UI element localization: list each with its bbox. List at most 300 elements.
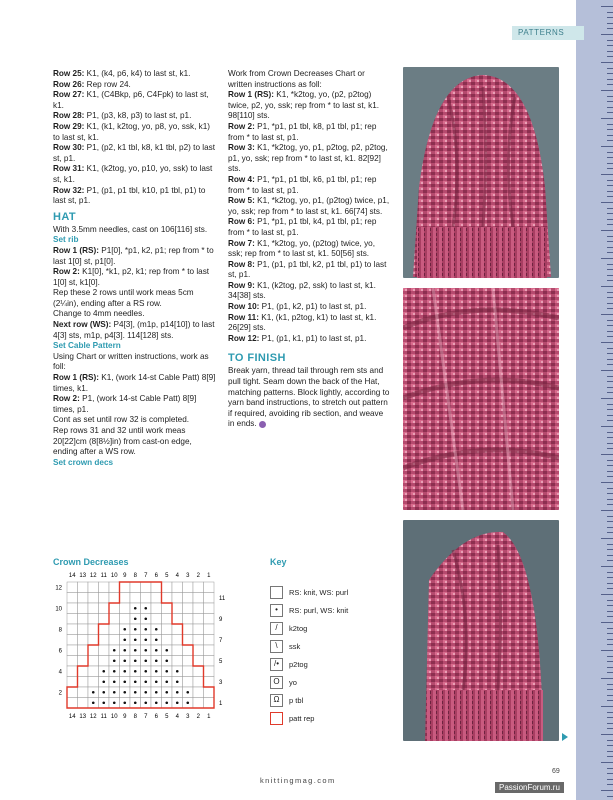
chart-col-number-top: 12 (89, 573, 97, 579)
ruler-tick (601, 734, 613, 735)
pattern-row (228, 217, 390, 238)
chart-col-number-top: 11 (100, 573, 107, 579)
chart-purl-dot (144, 659, 147, 662)
chart-cell (88, 582, 99, 593)
ruler-tick (601, 286, 613, 287)
chart-cell (99, 603, 110, 614)
row-label: Row 7: (228, 238, 255, 248)
chart-purl-dot (134, 670, 137, 673)
rep-text: Rep rows 31 and 32 until work meas 20[22]cm (8[8½]in) from cast-on edge, ending after a WS row. (53, 426, 192, 457)
chart-cell (204, 687, 215, 698)
ruler-tick (607, 493, 613, 494)
section-tab: PATTERNS (512, 26, 584, 40)
chart-purl-dot (134, 638, 137, 641)
pattern-row (53, 90, 218, 111)
chart-cell (78, 677, 89, 688)
ruler-tick (607, 247, 613, 248)
ruler-tick (607, 437, 613, 438)
chart-purl-dot (92, 691, 95, 694)
key-item (270, 601, 348, 619)
chart-cell (193, 614, 204, 625)
chart-col-number-top: 2 (196, 573, 200, 579)
chart-col-number-bottom: 10 (110, 714, 118, 720)
ruler-tick (607, 264, 613, 265)
ruler-tick (607, 252, 613, 253)
pattern-row (53, 122, 218, 143)
chart-cell (67, 635, 78, 646)
key-label: RS: knit, WS: purl (289, 587, 349, 597)
chart-cell (78, 666, 89, 677)
chart-purl-dot (102, 701, 105, 704)
ruler-tick (607, 628, 613, 629)
chart-cell (172, 603, 183, 614)
chart-cell (78, 635, 89, 646)
ruler-tick (607, 269, 613, 270)
ruler-tick (607, 639, 613, 640)
ruler-tick (607, 112, 613, 113)
ruler-tick (607, 168, 613, 169)
chart-purl-dot (134, 701, 137, 704)
row-label: Row 25: (53, 69, 85, 78)
chart-purl-dot (134, 649, 137, 652)
chart-purl-dot (165, 701, 168, 704)
chart-col-number-bottom: 12 (89, 714, 97, 720)
chart-col-number-bottom: 1 (207, 714, 211, 720)
finish-text-body: Break yarn, thread tail through rem sts and pull tight. Seam down the back of the Hat, matching patterns. Block lightly, according to yarn band instructions, to stretch out pattern if required, avoiding rib section, and weave in ends. (228, 366, 390, 429)
chart-purl-dot (144, 670, 147, 673)
key-title: Key (270, 557, 287, 567)
row-text: P1, (p1, k2, p1) to last st, p1. (259, 302, 367, 312)
chart-cell (109, 624, 120, 635)
finish-heading: TO FINISH (228, 352, 286, 365)
chart-purl-dot (134, 617, 137, 620)
ruler-tick (607, 51, 613, 52)
ruler-tick (607, 364, 613, 365)
key-symbol-icon: \ (270, 640, 283, 653)
ruler-tick (601, 454, 613, 455)
chart-purl-dot (155, 659, 158, 662)
chart-purl-dot (113, 659, 116, 662)
pattern-row (228, 122, 390, 143)
ruler-tick (601, 594, 613, 595)
key-symbol-icon (270, 712, 283, 725)
row-text: P1, *p1, p1 tbl, k8, p1 tbl, p1; rep from * to last st, p1. (228, 121, 377, 142)
ruler-tick (607, 208, 613, 209)
chart-cell (183, 645, 194, 656)
next-row-text: P4[3], (m1p, p14[10]) to last 4[3] sts, m1p, p4[3]. 114[128] sts. (53, 320, 215, 340)
chart-purl-dot (123, 680, 126, 683)
chart-row-number-left: 2 (58, 690, 62, 697)
chart-row-number-left: 4 (58, 669, 62, 676)
chart-cell (183, 614, 194, 625)
chart-col-number-top: 1 (207, 573, 211, 579)
pattern-row (228, 143, 390, 175)
chart-purl-dot (165, 649, 168, 652)
ruler-tick (607, 756, 613, 757)
chart-row-number-right: 11 (219, 595, 226, 602)
cont-text: Cont as set until row 32 is completed. (53, 415, 190, 425)
ruler-tick (607, 661, 613, 662)
chart-cell (67, 656, 78, 667)
pattern-row (53, 69, 218, 80)
chart-cell (141, 593, 152, 604)
ruler-tick (607, 163, 613, 164)
pattern-row (228, 239, 390, 260)
ruler-tick (607, 157, 613, 158)
ruler-tick (607, 135, 613, 136)
ruler-tick (607, 549, 613, 550)
chart-col-number-top: 7 (144, 573, 148, 579)
ruler-tick (607, 297, 613, 298)
chart-purl-dot (155, 680, 158, 683)
chart-cell (193, 687, 204, 698)
row-text: P1, (work 14-st Cable Patt) 8[9] times, p1. (53, 394, 197, 414)
chart-cell (67, 687, 78, 698)
chart-row-number-right: 1 (219, 700, 223, 707)
row-label: Row 12: (228, 333, 260, 343)
ruler-tick (607, 465, 613, 466)
chart-cell (204, 635, 215, 646)
key-item (270, 583, 348, 601)
key-item (270, 619, 348, 637)
chart-cell (67, 614, 78, 625)
chart-cell (151, 593, 162, 604)
chart-col-number-bottom: 3 (186, 714, 190, 720)
ruler-tick (607, 348, 613, 349)
chart-cell (172, 593, 183, 604)
row-label: Row 8: (228, 259, 255, 269)
chart-purl-dot (176, 691, 179, 694)
ruler-tick (607, 728, 613, 729)
row-label: Row 28: (53, 111, 85, 121)
chart-cell (109, 582, 120, 593)
hat-photo-top (403, 67, 559, 278)
key-symbol-icon: Ω (270, 694, 283, 707)
row-text: K1, (k1, k2tog, yo, p8, yo, ssk, k1) to last st, k1. (53, 121, 211, 142)
ruler-tick (607, 616, 613, 617)
row-label: Row 11: (228, 312, 259, 322)
chart-cell (204, 656, 215, 667)
row-text: P1[0], *p1, k2, p1; rep from * to last 1[0] st, p1[0]. (53, 245, 214, 266)
row-text: K1, *k2tog, yo, (p2tog) twice, yo, ssk; rep from * to last st, k1. 50[56] sts. (228, 238, 375, 259)
ruler-tick (607, 745, 613, 746)
ruler-tick (607, 376, 613, 377)
ruler-tick (607, 224, 613, 225)
chart-cell (151, 603, 162, 614)
pattern-row (53, 394, 218, 415)
ruler-tick (601, 174, 613, 175)
row-text: P1, (p1, p1 tbl, k10, p1 tbl, p1) to last st, p1. (53, 185, 206, 206)
ruler-tick (607, 180, 613, 181)
chart-col-number-bottom: 14 (68, 714, 76, 720)
chart-cell (88, 677, 99, 688)
ruler-tick (607, 572, 613, 573)
ruler-tick (601, 510, 613, 511)
chart-cell (88, 593, 99, 604)
chart-cell (78, 614, 89, 625)
chart-cell (204, 698, 215, 709)
crown-decreases-chart (50, 568, 255, 748)
ruler-tick (607, 516, 613, 517)
ruler-tick (607, 443, 613, 444)
chart-cell (183, 666, 194, 677)
row-label: Row 1 (RS): (53, 245, 99, 255)
key-symbol-icon (270, 586, 283, 599)
chart-purl-dot (155, 649, 158, 652)
ruler-tick (607, 107, 613, 108)
ruler-tick (607, 751, 613, 752)
chart-col-number-top: 8 (133, 573, 137, 579)
ruler-tick (607, 712, 613, 713)
chart-title: Crown Decreases (53, 557, 129, 567)
ruler-tick (607, 700, 613, 701)
chart-purl-dot (144, 680, 147, 683)
ruler-tick (607, 689, 613, 690)
row-text: K1, (work 14-st Cable Patt) 8[9] times, k1. (53, 373, 216, 393)
row-text: P1, (p1, k1, p1) to last st, p1. (259, 333, 367, 343)
chart-cell (193, 677, 204, 688)
chart-purl-dot (186, 701, 189, 704)
chart-cell (151, 614, 162, 625)
ruler-tick (601, 370, 613, 371)
ruler-tick (607, 68, 613, 69)
key-item (270, 709, 348, 727)
pattern-row (228, 260, 390, 281)
ruler-tick (607, 583, 613, 584)
row-text: K1[0], *k1, p2, k1; rep from * to last 1[0] st, k1[0]. (53, 267, 210, 287)
chart-purl-dot (155, 701, 158, 704)
ruler-tick (607, 292, 613, 293)
chart-cell (99, 614, 110, 625)
chart-purl-dot (144, 607, 147, 610)
chart-cell (193, 645, 204, 656)
ruler-tick (601, 482, 613, 483)
chart-cell (193, 624, 204, 635)
chart-purl-dot (92, 701, 95, 704)
chart-col-number-bottom: 9 (123, 714, 127, 720)
chart-col-number-bottom: 4 (175, 714, 179, 720)
chart-purl-dot (134, 691, 137, 694)
chart-purl-dot (113, 670, 116, 673)
chart-cell (204, 677, 215, 688)
chart-cell (183, 593, 194, 604)
chart-purl-dot (102, 680, 105, 683)
chart-cell (67, 698, 78, 709)
ruler-tick (601, 426, 613, 427)
ruler-tick (607, 359, 613, 360)
chart-cell (141, 582, 152, 593)
chart-cell (172, 624, 183, 635)
chart-cell (193, 666, 204, 677)
chart-cell (162, 624, 173, 635)
chart-purl-dot (176, 680, 179, 683)
row-label: Row 2: (53, 267, 80, 277)
ruler-tick (601, 314, 613, 315)
row-text: K1, (k4, p6, k4) to last st, k1. (84, 69, 191, 78)
chart-row-number-left: 6 (58, 648, 62, 655)
chart-col-number-bottom: 11 (100, 714, 107, 720)
page-number: 69 (552, 768, 560, 775)
ruler-tick (607, 656, 613, 657)
chart-cell (109, 614, 120, 625)
ruler-tick (607, 280, 613, 281)
chart-cell (193, 603, 204, 614)
ruler-tick (607, 779, 613, 780)
set-rib-subheading: Set rib (53, 235, 79, 245)
chart-cell (130, 593, 141, 604)
row-label: Row 32: (53, 185, 85, 195)
chart-col-number-top: 6 (154, 573, 158, 579)
chart-cell (193, 698, 204, 709)
row-label: Row 1 (RS): (53, 373, 99, 383)
footer-url: knittingmag.com (260, 776, 336, 785)
ruler-tick (607, 605, 613, 606)
ruler-tick (601, 706, 613, 707)
hat-heading: HAT (53, 210, 76, 223)
chart-col-number-top: 3 (186, 573, 190, 579)
key-label: p2tog (289, 659, 308, 669)
chart-purl-dot (102, 691, 105, 694)
chart-row-number-right: 7 (219, 637, 223, 644)
chart-cell (88, 645, 99, 656)
chart-cell (99, 582, 110, 593)
chart-cell (204, 593, 215, 604)
pattern-row (53, 111, 218, 122)
row-text: P1, (p2, k1 tbl, k8, k1 tbl, p2) to last st, p1. (53, 143, 216, 163)
ruler-tick (607, 432, 613, 433)
row-label: Row 29: (53, 121, 85, 131)
key-label: ssk (289, 641, 301, 651)
chart-purl-dot (113, 701, 116, 704)
chart-cell (204, 582, 215, 593)
chart-purl-dot (176, 670, 179, 673)
pattern-row (53, 80, 218, 91)
chart-cell (183, 656, 194, 667)
chart-cell (183, 582, 194, 593)
chart-cell (172, 645, 183, 656)
ruler-tick (607, 420, 613, 421)
chart-purl-dot (144, 691, 147, 694)
chart-purl-dot (155, 670, 158, 673)
chart-cell (172, 614, 183, 625)
ruler-tick (607, 219, 613, 220)
ruler-tick (601, 202, 613, 203)
row-label: Row 10: (228, 302, 260, 312)
ruler-tick (607, 185, 613, 186)
chart-purl-dot (165, 680, 168, 683)
chart-purl-dot (186, 691, 189, 694)
ruler-tick (607, 129, 613, 130)
chart-purl-dot (144, 638, 147, 641)
row-text: K1, *k2tog, yo, p1, p2tog, p2, p2tog, p1, yo, ssk; rep from * to last st, k1. 82[92] sts. (228, 143, 388, 174)
pattern-row (53, 164, 218, 185)
ruler-tick (607, 488, 613, 489)
row-text: K1, (k2tog, p2, ssk) to last st, k1. 34[38] sts. (228, 280, 376, 301)
chart-purl-dot (134, 628, 137, 631)
chart-cell (88, 635, 99, 646)
next-row (53, 320, 218, 341)
row-text: K1, *k2tog, yo, (p2, p2tog) twice, p2, yo, ssk; rep from * to last st, k1. 98[110] sts. (228, 90, 380, 121)
ruler-tick (607, 633, 613, 634)
chart-cell (120, 593, 131, 604)
chart-cell (120, 582, 131, 593)
ruler-tick (607, 588, 613, 589)
ruler-tick (607, 773, 613, 774)
chart-cell (67, 666, 78, 677)
chart-cell (88, 666, 99, 677)
row-label: Row 31: (53, 164, 85, 174)
ruler-tick (607, 684, 613, 685)
ruler-tick (607, 308, 613, 309)
ruler-tick (607, 213, 613, 214)
chart-cell (78, 624, 89, 635)
ruler-tick (607, 695, 613, 696)
ruler-tick (601, 566, 613, 567)
pattern-row (53, 267, 218, 288)
row-text: P1, (p1, p1 tbl, k2, p1 tbl, p1) to last st, p1. (228, 259, 387, 280)
row-label: Row 1 (RS): (228, 90, 274, 100)
chart-cell (193, 582, 204, 593)
ruler-tick (601, 678, 613, 679)
key-item (270, 637, 348, 655)
ruler-tick (607, 336, 613, 337)
ruler-tick (601, 118, 613, 119)
chart-purl-dot (155, 628, 158, 631)
chart-cell (78, 645, 89, 656)
hat-photo-middle (403, 288, 559, 510)
chart-cell (99, 593, 110, 604)
set-crown-subheading: Set crown decs (53, 457, 114, 467)
ruler-tick (607, 611, 613, 612)
ruler-tick (607, 152, 613, 153)
chart-cell (99, 656, 110, 667)
key-label: k2tog (289, 623, 308, 633)
chart-cell (193, 656, 204, 667)
chart-cell (78, 593, 89, 604)
chart-cell (78, 656, 89, 667)
ruler-tick (607, 527, 613, 528)
ruler-tick (607, 387, 613, 388)
chart-purl-dot (102, 670, 105, 673)
ruler-tick (601, 90, 613, 91)
ruler-tick (607, 241, 613, 242)
chart-col-number-bottom: 13 (79, 714, 87, 720)
set-cable-subheading: Set Cable Pattern (53, 341, 121, 351)
pattern-row (228, 196, 390, 217)
chart-purl-dot (176, 701, 179, 704)
row-label: Row 6: (228, 217, 255, 227)
chart-purl-dot (144, 649, 147, 652)
chart-col-number-top: 4 (175, 573, 179, 579)
ruler-tick (601, 258, 613, 259)
chart-cell (78, 698, 89, 709)
ruler-tick (607, 84, 613, 85)
ruler-tick (607, 331, 613, 332)
ruler-tick (607, 79, 613, 80)
ruler-tick (607, 275, 613, 276)
row-label: Row 27: (53, 90, 85, 100)
chart-cell (162, 593, 173, 604)
chart-cell (204, 614, 215, 625)
ruler-tick (601, 146, 613, 147)
chart-purl-dot (165, 691, 168, 694)
chart-cell (193, 593, 204, 604)
chart-cell (162, 603, 173, 614)
ruler-tick (607, 40, 613, 41)
ruler-tick (601, 762, 613, 763)
finish-text (228, 366, 390, 430)
chart-col-number-top: 13 (79, 573, 87, 579)
